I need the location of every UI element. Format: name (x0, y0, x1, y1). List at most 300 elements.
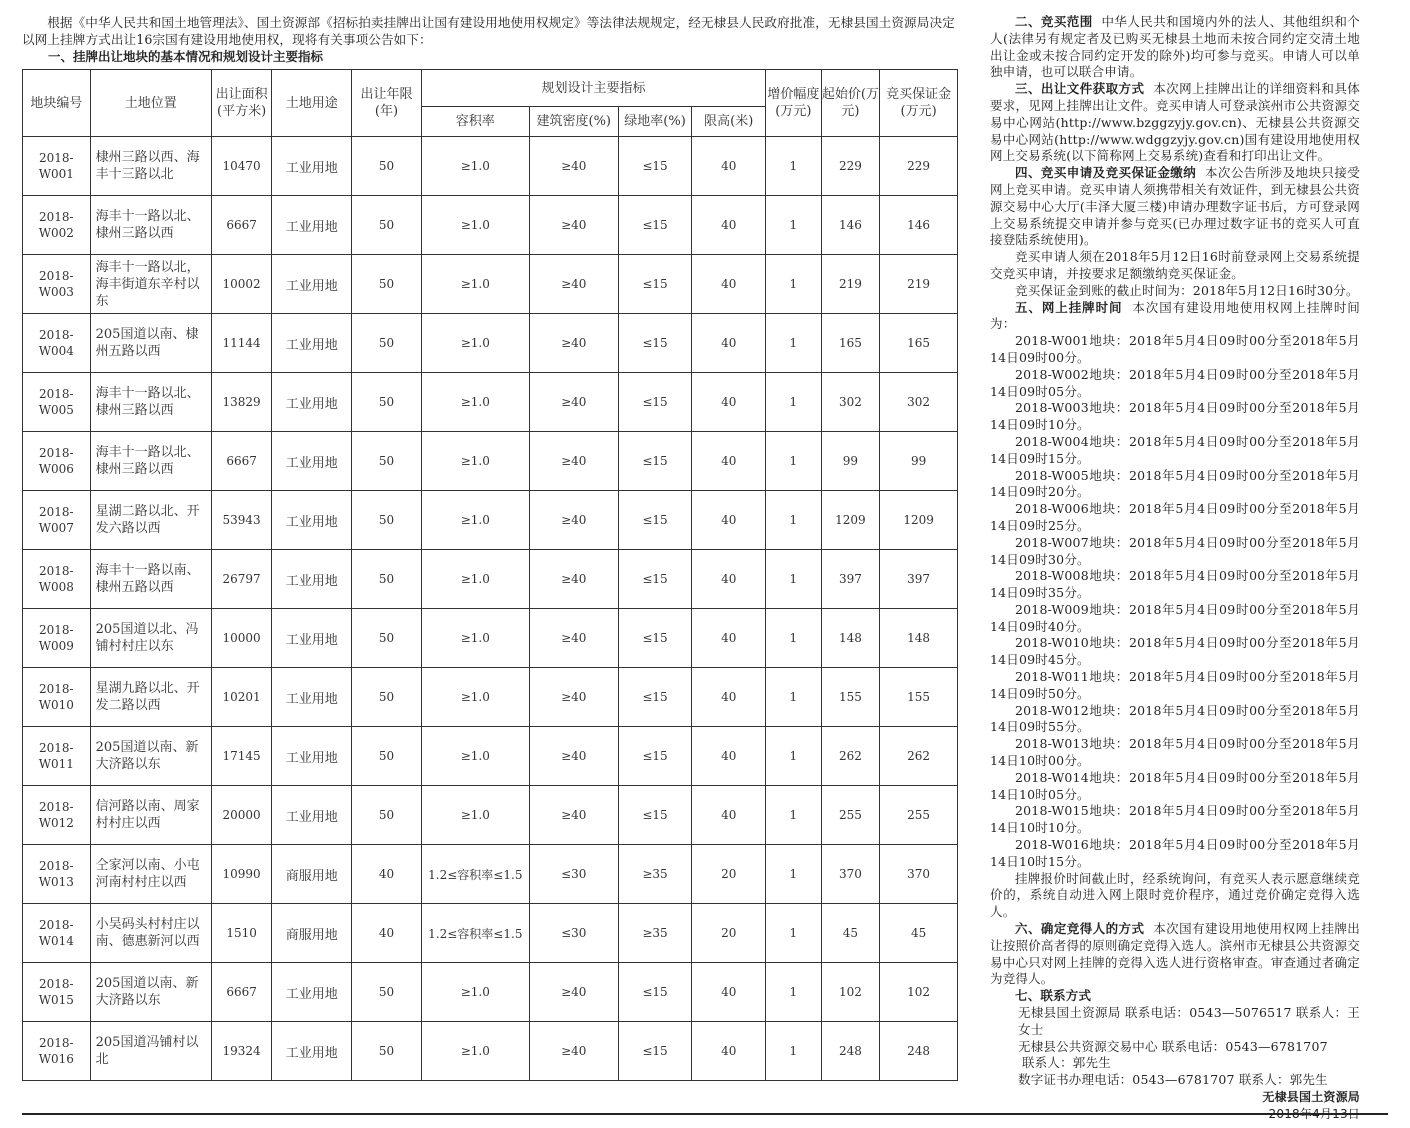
section-5 (990, 300, 1360, 334)
cell-start-price: 146 (821, 196, 880, 255)
table-row (23, 1022, 958, 1081)
schedule-item: 2018-W009地块：2018年5月4日09时00分至2018年5月14日09时40分。 (990, 601, 1360, 634)
cell-deposit: 155 (880, 668, 958, 727)
cell-increment: 1 (766, 491, 822, 550)
cell-term: 50 (352, 491, 422, 550)
cell-height: 20 (692, 845, 766, 904)
cell-code (23, 727, 91, 786)
cell-use: 工业用地 (272, 786, 352, 845)
cell-term: 50 (352, 550, 422, 609)
cell-start-price: 262 (821, 727, 880, 786)
cell-green: ≤15 (618, 786, 692, 845)
code-year: 2018- (39, 210, 74, 224)
cell-term: 50 (352, 727, 422, 786)
cell-area: 6667 (211, 196, 272, 255)
cell-increment: 1 (766, 963, 822, 1022)
cell-use: 工业用地 (272, 432, 352, 491)
code-year: 2018- (39, 1036, 74, 1050)
cell-area: 10000 (211, 609, 272, 668)
section-3-heading: 三、出让文件获取方式 (1015, 81, 1145, 97)
code-year: 2018- (39, 918, 74, 932)
cell-far: ≥1.0 (421, 373, 529, 432)
cell-term: 40 (352, 845, 422, 904)
table-row (23, 314, 958, 373)
cell-location: 205国道以北、冯铺村村庄以东 (90, 609, 211, 668)
cell-start-price: 302 (821, 373, 880, 432)
cell-increment: 1 (766, 314, 822, 373)
cell-height: 40 (692, 196, 766, 255)
cell-far: 1.2≤容积率≤1.5 (421, 845, 529, 904)
code-id: W013 (38, 875, 74, 889)
cell-location: 205国道以南、新大济路以东 (90, 727, 211, 786)
bottom-rule (22, 1113, 1388, 1115)
code-year: 2018- (39, 741, 74, 755)
cell-code (23, 550, 91, 609)
cell-green: ≤15 (618, 727, 692, 786)
cell-far: ≥1.0 (421, 668, 529, 727)
schedule-item: 2018-W002地块：2018年5月4日09时00分至2018年5月14日09时05分。 (990, 366, 1360, 399)
cell-code (23, 963, 91, 1022)
cell-area: 1510 (211, 904, 272, 963)
schedule-item: 2018-W004地块：2018年5月4日09时00分至2018年5月14日09时15分。 (990, 433, 1360, 466)
cell-location: 星湖二路以北、开发六路以西 (90, 491, 211, 550)
cell-deposit: 248 (880, 1022, 958, 1081)
cell-far: ≥1.0 (421, 963, 529, 1022)
cell-area: 10990 (211, 845, 272, 904)
cell-increment: 1 (766, 609, 822, 668)
cell-deposit: 102 (880, 963, 958, 1022)
section-4 (990, 165, 1360, 249)
cell-area: 20000 (211, 786, 272, 845)
cell-height: 40 (692, 668, 766, 727)
cell-density: ≥40 (529, 432, 618, 491)
right-column (990, 14, 1360, 1123)
table-row (23, 432, 958, 491)
code-year: 2018- (39, 859, 74, 873)
cell-density: ≥40 (529, 255, 618, 314)
contact-land-bureau: 无棣县国土资源局 联系电话：0543—5076517 联系人：王女士 (1018, 1005, 1360, 1037)
cell-area: 53943 (211, 491, 272, 550)
cell-far: ≥1.0 (421, 196, 529, 255)
code-id: W011 (38, 757, 74, 771)
code-id: W005 (38, 403, 74, 417)
header-term: 出让年限(年) (352, 70, 422, 137)
section-5-body: 本次国有建设用地使用权网上挂牌时间为： (990, 299, 1360, 332)
cell-height: 40 (692, 137, 766, 196)
cell-term: 50 (352, 1022, 422, 1081)
cell-far: 1.2≤容积率≤1.5 (421, 904, 529, 963)
cell-density: ≥40 (529, 963, 618, 1022)
cell-area: 11144 (211, 314, 272, 373)
cell-start-price: 45 (821, 904, 880, 963)
code-id: W016 (38, 1052, 74, 1066)
cell-far: ≥1.0 (421, 609, 529, 668)
cell-deposit: 219 (880, 255, 958, 314)
schedule-item: 2018-W007地块：2018年5月4日09时00分至2018年5月14日09时30分。 (990, 534, 1360, 567)
section-7 (990, 988, 1360, 1005)
cell-location: 205国道以南、棣州五路以西 (90, 314, 211, 373)
cell-height: 40 (692, 255, 766, 314)
cell-density: ≥40 (529, 491, 618, 550)
cell-term: 50 (352, 432, 422, 491)
cell-far: ≥1.0 (421, 550, 529, 609)
cell-density: ≥40 (529, 727, 618, 786)
cell-area: 10470 (211, 137, 272, 196)
cell-location: 棣州三路以西、海丰十三路以北 (90, 137, 211, 196)
cell-density: ≥40 (529, 196, 618, 255)
left-column (22, 14, 958, 1081)
section-5-heading: 五、网上挂牌时间 (1015, 299, 1123, 315)
cell-code (23, 845, 91, 904)
cell-use: 工业用地 (272, 609, 352, 668)
table-row (23, 963, 958, 1022)
cell-use: 商服用地 (272, 904, 352, 963)
cell-green: ≤15 (618, 373, 692, 432)
cell-term: 50 (352, 963, 422, 1022)
code-id: W012 (38, 816, 74, 830)
cell-far: ≥1.0 (421, 137, 529, 196)
cell-height: 40 (692, 727, 766, 786)
signature: 无棣县国土资源局 (1262, 1090, 1360, 1104)
cell-location: 海丰十一路以北、棣州三路以西 (90, 373, 211, 432)
cell-area: 6667 (211, 963, 272, 1022)
code-id: W007 (38, 521, 74, 535)
cell-start-price: 248 (821, 1022, 880, 1081)
cell-deposit: 1209 (880, 491, 958, 550)
table-row (23, 668, 958, 727)
code-id: W004 (38, 344, 74, 358)
cell-deposit: 397 (880, 550, 958, 609)
code-year: 2018- (39, 387, 74, 401)
cell-increment: 1 (766, 550, 822, 609)
table-row (23, 609, 958, 668)
cell-increment: 1 (766, 786, 822, 845)
cell-code (23, 255, 91, 314)
table-row (23, 786, 958, 845)
cell-deposit: 255 (880, 786, 958, 845)
cell-code (23, 432, 91, 491)
cell-term: 50 (352, 196, 422, 255)
contact-person: 联系人：郭先生 (1022, 1055, 1111, 1071)
section-2 (990, 14, 1360, 81)
header-far: 容积率 (421, 107, 529, 137)
cell-location: 205国道以南、新大济路以东 (90, 963, 211, 1022)
cell-term: 50 (352, 314, 422, 373)
table-row (23, 373, 958, 432)
cell-green: ≤15 (618, 432, 692, 491)
cell-green: ≤15 (618, 1022, 692, 1081)
section-4-heading: 四、竞买申请及竞买保证金缴纳 (1015, 165, 1197, 181)
cell-location: 205国道冯铺村以北 (90, 1022, 211, 1081)
code-year: 2018- (39, 682, 74, 696)
cell-density: ≥40 (529, 137, 618, 196)
cell-area: 10002 (211, 255, 272, 314)
cell-location: 海丰十一路以北，海丰街道东辛村以东 (90, 255, 211, 314)
cell-increment: 1 (766, 1022, 822, 1081)
cell-use: 工业用地 (272, 668, 352, 727)
cell-start-price: 219 (821, 255, 880, 314)
cell-deposit: 99 (880, 432, 958, 491)
table-row (23, 491, 958, 550)
cell-deposit: 148 (880, 609, 958, 668)
section-2-body: 中华人民共和国境内外的法人、其他组织和个人(法律另有规定者及已购买无棣县土地而未按合同约定交清土地出让金或未按合同约定开发的除外)均可参与竞买。申请人可以单独申请，也可以联合申请。 (990, 14, 1360, 80)
cell-code (23, 373, 91, 432)
cell-green: ≤15 (618, 491, 692, 550)
cell-location: 海丰十一路以北、棣州三路以西 (90, 196, 211, 255)
section-4-body: 本次公告所涉及地块只接受网上竞买申请。竞买申请人须携带相关有效证件，到无棣县公共资源交易中心大厅(丰泽大厦三楼)申请办理数字证书后，方可登录网上交易系统提交申请并参与竞买(已办理过数字证书的竞买人可直接登陆系统使用)。 (990, 165, 1360, 248)
cell-height: 40 (692, 1022, 766, 1081)
cell-use: 商服用地 (272, 845, 352, 904)
cell-term: 50 (352, 373, 422, 432)
cell-use: 工业用地 (272, 373, 352, 432)
cell-increment: 1 (766, 196, 822, 255)
schedule-item: 2018-W012地块：2018年5月4日09时00分至2018年5月14日09时55分。 (990, 702, 1360, 735)
header-increment: 增价幅度(万元) (766, 70, 822, 137)
cell-height: 40 (692, 963, 766, 1022)
cell-increment: 1 (766, 904, 822, 963)
cell-code (23, 786, 91, 845)
header-density: 建筑密度(%) (529, 107, 618, 137)
cell-far: ≥1.0 (421, 432, 529, 491)
cell-area: 13829 (211, 373, 272, 432)
cell-start-price: 229 (821, 137, 880, 196)
cell-area: 19324 (211, 1022, 272, 1081)
cell-use: 工业用地 (272, 963, 352, 1022)
schedule-item: 2018-W008地块：2018年5月4日09时00分至2018年5月14日09时35分。 (990, 568, 1360, 601)
schedule-item: 2018-W005地块：2018年5月4日09时00分至2018年5月14日09时20分。 (990, 467, 1360, 500)
header-code: 地块编号 (23, 70, 91, 137)
table-row (23, 196, 958, 255)
cell-green: ≥35 (618, 845, 692, 904)
cell-start-price: 155 (821, 668, 880, 727)
cell-term: 50 (352, 255, 422, 314)
cell-use: 工业用地 (272, 255, 352, 314)
cell-start-price: 1209 (821, 491, 880, 550)
cell-green: ≤15 (618, 668, 692, 727)
cell-deposit: 370 (880, 845, 958, 904)
contact-certificate: 数字证书办理电话：0543—6781707 联系人：郭先生 (1018, 1072, 1328, 1088)
schedule-item: 2018-W011地块：2018年5月4日09时00分至2018年5月14日09时50分。 (990, 669, 1360, 701)
cell-deposit: 262 (880, 727, 958, 786)
code-year: 2018- (39, 564, 74, 578)
code-id: W006 (38, 462, 74, 476)
section-6-heading: 六、确定竞得人的方式 (1015, 921, 1145, 937)
cell-location: 信河路以南、周家村村庄以西 (90, 786, 211, 845)
cell-deposit: 229 (880, 137, 958, 196)
section-1-title: 一、挂牌出让地块的基本情况和规划设计主要指标 (48, 49, 324, 64)
cell-height: 40 (692, 491, 766, 550)
cell-green: ≤15 (618, 137, 692, 196)
code-id: W002 (38, 226, 74, 240)
cell-code (23, 137, 91, 196)
schedule-item: 2018-W006地块：2018年5月4日09时00分至2018年5月14日09时25分。 (990, 501, 1360, 533)
section-3 (990, 81, 1360, 165)
land-parcel-table (22, 69, 958, 1081)
code-id: W008 (38, 580, 74, 594)
code-id: W003 (38, 285, 74, 299)
code-id: W015 (38, 993, 74, 1007)
cell-far: ≥1.0 (421, 255, 529, 314)
cell-location: 小吴码头村村庄以南、德惠新河以西 (90, 904, 211, 963)
cell-term: 50 (352, 609, 422, 668)
cell-code (23, 904, 91, 963)
cell-code (23, 196, 91, 255)
cell-density: ≥40 (529, 609, 618, 668)
cell-use: 工业用地 (272, 137, 352, 196)
schedule-list (990, 333, 1360, 871)
cell-code (23, 609, 91, 668)
cell-start-price: 255 (821, 786, 880, 845)
cell-location: 星湖九路以北、开发二路以西 (90, 668, 211, 727)
cell-far: ≥1.0 (421, 786, 529, 845)
table-row (23, 727, 958, 786)
header-deposit: 竞买保证金(万元) (880, 70, 958, 137)
cell-density: ≥40 (529, 373, 618, 432)
header-location: 土地位置 (90, 70, 211, 137)
header-use: 土地用途 (272, 70, 352, 137)
cell-increment: 1 (766, 432, 822, 491)
cell-location: 海丰十一路以南、棣州五路以西 (90, 550, 211, 609)
cell-term: 50 (352, 137, 422, 196)
table-row (23, 904, 958, 963)
cell-code (23, 491, 91, 550)
cell-green: ≤15 (618, 255, 692, 314)
cell-height: 40 (692, 373, 766, 432)
schedule-item: 2018-W014地块：2018年5月4日09时00分至2018年5月14日10时05分。 (990, 769, 1360, 802)
section-5-paragraph-2: 挂牌报价时间截止时，经系统询问，有竞买人表示愿意继续竞价的，系统自动进入网上限时竞价程序，通过竞价确定竞得入选人。 (990, 870, 1360, 920)
schedule-item: 2018-W003地块：2018年5月4日09时00分至2018年5月14日09时10分。 (990, 400, 1360, 433)
cell-far: ≥1.0 (421, 491, 529, 550)
cell-green: ≤15 (618, 963, 692, 1022)
table-row (23, 550, 958, 609)
contact-trading-center: 无棣县公共资源交易中心 联系电话：0543—6781707 (1018, 1038, 1328, 1054)
section-4-paragraph-3: 竞买保证金到账的截止时间为：2018年5月12日16时30分。 (1015, 282, 1359, 298)
cell-location: 海丰十一路以北、棣州三路以西 (90, 432, 211, 491)
code-year: 2018- (39, 269, 74, 283)
cell-green: ≤15 (618, 550, 692, 609)
cell-area: 17145 (211, 727, 272, 786)
code-id: W014 (38, 934, 74, 948)
header-height: 限高(米) (692, 107, 766, 137)
schedule-item: 2018-W016地块：2018年5月4日09时00分至2018年5月14日10时15分。 (990, 837, 1360, 869)
cell-start-price: 370 (821, 845, 880, 904)
cell-height: 40 (692, 609, 766, 668)
cell-green: ≤15 (618, 196, 692, 255)
cell-deposit: 165 (880, 314, 958, 373)
section-3-body: 本次网上挂牌出让的详细资料和具体要求，见网上挂牌出让文件。竞买申请人可登录滨州市公共资源交易中心网站(http://www.bzggzyjy.gov.cn)、无棣县公共资源交易中心网站(http://www.wdggzyjy.gov.cn)国有建设用地使用权网上交易系统(以下简称网上交易系统)查看和打印出让文件。 (990, 81, 1360, 164)
section-2-heading: 二、竞买范围 (1015, 14, 1093, 29)
cell-height: 40 (692, 550, 766, 609)
cell-increment: 1 (766, 727, 822, 786)
cell-location: 仝家河以南、小屯河南村村庄以西 (90, 845, 211, 904)
cell-code (23, 668, 91, 727)
cell-start-price: 165 (821, 314, 880, 373)
header-area: 出让面积(平方米) (211, 70, 272, 137)
cell-height: 20 (692, 904, 766, 963)
cell-far: ≥1.0 (421, 727, 529, 786)
code-id: W010 (38, 698, 74, 712)
code-year: 2018- (39, 151, 74, 165)
cell-deposit: 146 (880, 196, 958, 255)
cell-term: 40 (352, 904, 422, 963)
code-year: 2018- (39, 446, 74, 460)
section-7-heading: 七、联系方式 (1015, 988, 1092, 1004)
intro-paragraph: 根据《中华人民共和国土地管理法》、国土资源部《招标拍卖挂牌出让国有建设用地使用权规定》等法律法规规定，经无棣县人民政府批准，无棣县国土资源局决定以网上挂牌方式出让16宗国有建设用地使用权，现将有关事项公告如下： (22, 15, 955, 47)
cell-code (23, 314, 91, 373)
cell-green: ≤15 (618, 609, 692, 668)
cell-area: 10201 (211, 668, 272, 727)
header-planning: 规划设计主要指标 (421, 70, 765, 107)
cell-green: ≤15 (618, 314, 692, 373)
cell-far: ≥1.0 (421, 1022, 529, 1081)
cell-use: 工业用地 (272, 314, 352, 373)
schedule-item: 2018-W010地块：2018年5月4日09时00分至2018年5月14日09时45分。 (990, 635, 1360, 668)
cell-code (23, 1022, 91, 1081)
cell-far: ≥1.0 (421, 314, 529, 373)
cell-density: ≥40 (529, 786, 618, 845)
cell-green: ≥35 (618, 904, 692, 963)
cell-increment: 1 (766, 373, 822, 432)
section-6 (990, 921, 1360, 988)
cell-increment: 1 (766, 668, 822, 727)
cell-use: 工业用地 (272, 550, 352, 609)
cell-height: 40 (692, 314, 766, 373)
cell-density: ≥40 (529, 550, 618, 609)
section-6-body: 本次国有建设用地使用权网上挂牌出让按照价高者得的原则确定竞得入选人。滨州市无棣县公共资源交易中心只对网上挂牌的竞得入选人进行资格审查。审查通过者确定为竞得人。 (990, 921, 1360, 987)
cell-use: 工业用地 (272, 196, 352, 255)
cell-density: ≤30 (529, 904, 618, 963)
code-id: W009 (38, 639, 74, 653)
code-year: 2018- (39, 977, 74, 991)
header-green: 绿地率(%) (618, 107, 692, 137)
cell-start-price: 102 (821, 963, 880, 1022)
cell-term: 50 (352, 668, 422, 727)
cell-height: 40 (692, 432, 766, 491)
cell-use: 工业用地 (272, 491, 352, 550)
cell-deposit: 302 (880, 373, 958, 432)
cell-start-price: 148 (821, 609, 880, 668)
table-row (23, 137, 958, 196)
table-row (23, 255, 958, 314)
schedule-item: 2018-W013地块：2018年5月4日09时00分至2018年5月14日10时00分。 (990, 736, 1360, 769)
cell-density: ≥40 (529, 668, 618, 727)
schedule-item: 2018-W015地块：2018年5月4日09时00分至2018年5月14日10时10分。 (990, 803, 1360, 836)
table-row (23, 845, 958, 904)
schedule-item: 2018-W001地块：2018年5月4日09时00分至2018年5月14日09时00分。 (990, 333, 1360, 365)
cell-term: 50 (352, 786, 422, 845)
code-year: 2018- (39, 328, 74, 342)
cell-density: ≥40 (529, 1022, 618, 1081)
cell-increment: 1 (766, 137, 822, 196)
cell-use: 工业用地 (272, 1022, 352, 1081)
cell-density: ≤30 (529, 845, 618, 904)
code-year: 2018- (39, 505, 74, 519)
cell-increment: 1 (766, 255, 822, 314)
code-id: W001 (38, 167, 74, 181)
cell-start-price: 397 (821, 550, 880, 609)
cell-increment: 1 (766, 845, 822, 904)
cell-area: 6667 (211, 432, 272, 491)
code-year: 2018- (39, 800, 74, 814)
section-4-paragraph-2: 竞买申请人须在2018年5月12日16时前登录网上交易系统提交竞买申请，并按要求足额缴纳竞买保证金。 (990, 249, 1360, 281)
cell-deposit: 45 (880, 904, 958, 963)
cell-start-price: 99 (821, 432, 880, 491)
cell-density: ≥40 (529, 314, 618, 373)
cell-height: 40 (692, 786, 766, 845)
cell-use: 工业用地 (272, 727, 352, 786)
header-start-price: 起始价(万元) (821, 70, 880, 137)
code-year: 2018- (39, 623, 74, 637)
